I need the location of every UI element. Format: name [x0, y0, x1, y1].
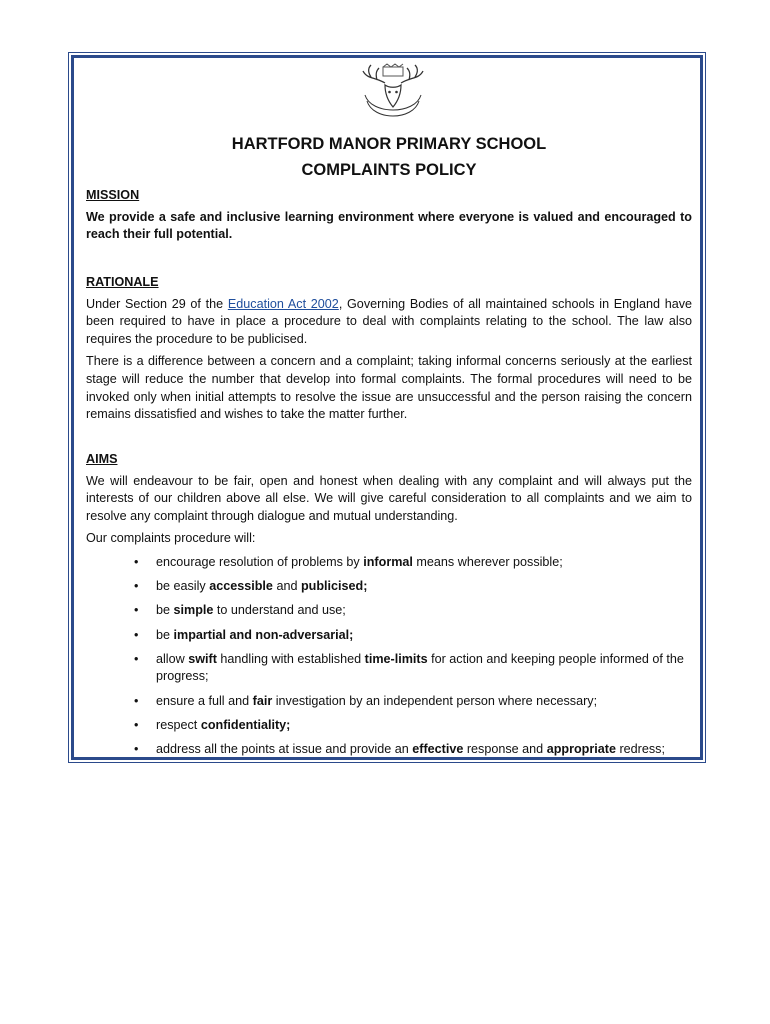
- aims-heading: AIMS: [86, 452, 118, 466]
- school-name-heading: HARTFORD MANOR PRIMARY SCHOOL: [231, 135, 547, 153]
- list-item: • be impartial and non-adversarial;: [86, 627, 692, 645]
- list-item: • respect confidentiality;: [86, 717, 692, 735]
- rationale-section: [86, 274, 692, 424]
- mission-heading: MISSION: [86, 188, 140, 202]
- rationale-heading: RATIONALE: [86, 275, 159, 289]
- aims-paragraph-1: We will endeavour to be fair, open and honest when dealing with any complaint and will always put the interests of our children above all else. We will give careful consideration to all complaints and we aim to resolve any complaint through dialogue and mutual understanding.: [86, 473, 692, 523]
- mission-section: [86, 187, 692, 244]
- education-act-link[interactable]: Education Act 2002: [227, 296, 339, 311]
- rationale-paragraph-1: [86, 296, 692, 349]
- list-item: • be easily accessible and publicised;: [86, 578, 692, 596]
- rationale-paragraph-2: There is a difference between a concern and a complaint; taking informal concerns seriously at the earliest stage will reduce the number that develop into formal complaints. The formal procedures will need to be invoked only when initial attempts to resolve the issue are unsuccessful and the person raising the concern remains dissatisfied and wishes to take the matter further.: [86, 354, 692, 422]
- policy-title-heading: COMPLAINTS POLICY: [301, 161, 477, 179]
- list-item: • allow swift handling with established time-limits for action and keeping people informed of the progress;: [86, 651, 692, 686]
- list-item: • ensure a full and fair investigation by an independent person where necessary;: [86, 693, 692, 711]
- rationale-text-end: , Governing Bodies of all maintained schools in England have been required to have in place a procedure to deal with complaints relating to the school. The law also requires the procedure to be publicised.: [86, 296, 693, 346]
- procedure-bullet-list: [86, 554, 692, 759]
- mission-text: We provide a safe and inclusive learning environment where everyone is valued and encouraged to reach their full potential.: [86, 209, 692, 242]
- list-item: • encourage resolution of problems by informal means wherever possible;: [86, 554, 692, 572]
- page-frame: [71, 55, 703, 760]
- school-crest-logo: [357, 63, 429, 133]
- list-item: • be simple to understand and use;: [86, 602, 692, 620]
- aims-paragraph-2: Our complaints procedure will:: [86, 531, 256, 546]
- aims-section: [86, 451, 692, 760]
- list-item: • address all the points at issue and provide an effective response and appropriate redress;: [86, 741, 692, 759]
- rationale-text-start: Under Section 29 of the: [86, 296, 228, 311]
